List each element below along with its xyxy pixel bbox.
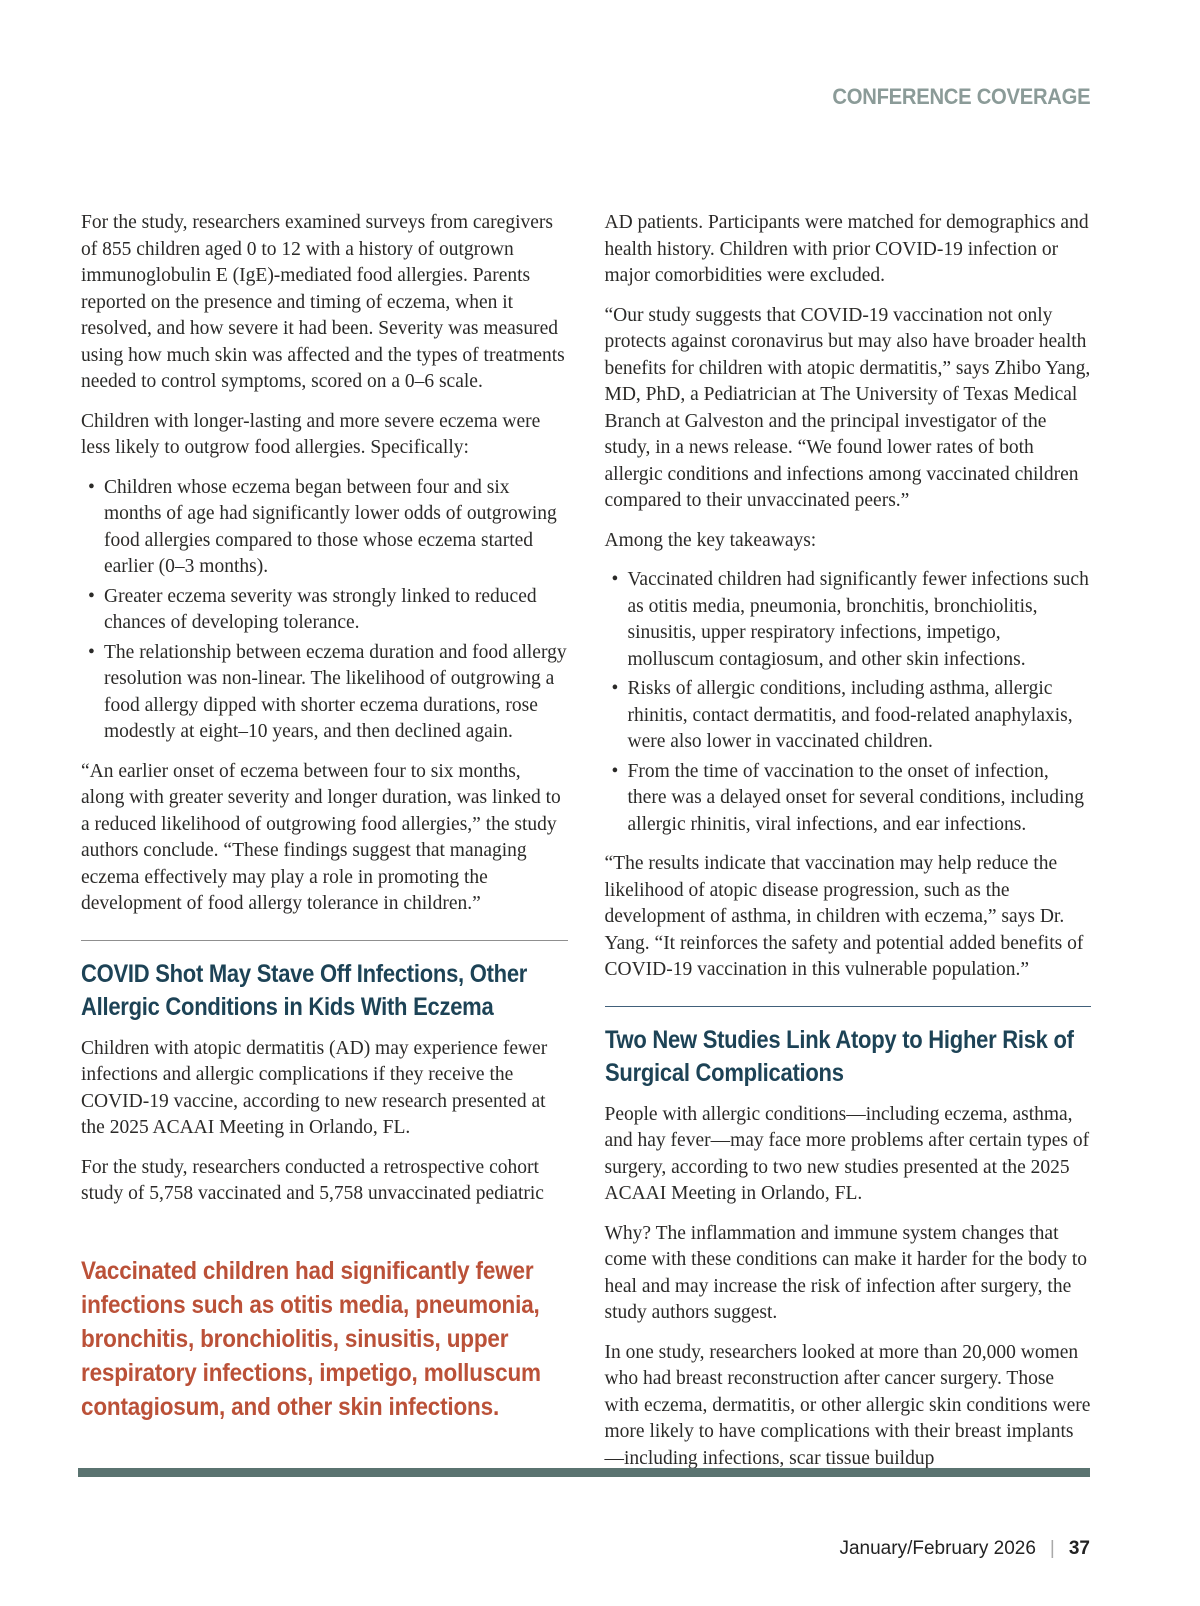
list-item: • Risks of allergic conditions, including asthma, allergic rhinitis, contact dermatitis, and food-related anaphylaxis, were also lower in vaccinated children. [605,676,1092,756]
footer-separator: | [1049,1538,1055,1559]
footer-rule [78,1468,1090,1477]
bullet-list [81,475,568,746]
section-divider [605,1006,1092,1007]
list-item: • Children whose eczema began between four and six months of age had significantly lower odds of outgrowing food allergies compared to those whose eczema started earlier (0–3 months). [81,475,568,581]
body-paragraph: Children with atopic dermatitis (AD) may experience fewer infections and allergic complications if they receive the COVID-19 vaccine, according to new research presented at the 2025 ACAAI Meeting in Orlando, FL. [81,1037,548,1138]
body-paragraph: Why? The inflammation and immune system changes that come with these conditions can make it harder for the body to heal and may increase the risk of infection after surgery, the study authors suggest. [604,1222,1087,1323]
body-paragraph: For the study, researchers examined surveys from caregivers of 855 children aged 0 to 12 with a history of outgrown immunoglobulin E (IgE)-mediated food allergies. Parents reported on the presence and timing of eczema, when it resolved, and how severe it had been. Severity was measured using how much skin was affected and the types of treatments needed to control symptoms, scored on a 0–6 scale. [81,212,565,392]
body-paragraph: AD patients. Participants were matched for demographics and health history. Children with prior COVID-19 infection or major comorbidities were excluded. [604,212,1089,286]
list-item: • Greater eczema severity was strongly linked to reduced chances of developing tolerance. [81,584,568,637]
section-divider [81,940,568,941]
page-footer [839,1538,1090,1560]
page-kicker: CONFERENCE COVERAGE [832,84,1090,109]
section-heading: COVID Shot May Stave Off Infections, Other Allergic Conditions in Kids With Eczema [81,959,528,1021]
pull-quote: Vaccinated children had significantly fewer infections such as otitis media, pneumonia, bronchitis, bronchiolitis, sinusitis, upper respiratory infections, impetigo, molluscum contagiosum, and other skin infections. [81,1256,541,1421]
left-column [81,210,568,1485]
body-paragraph: “Our study suggests that COVID-19 vaccination not only protects against coronavirus but may also have broader health benefits for children with atopic dermatitis,” says Zhibo Yang, MD, PhD, a Pediatrician at The University of Texas Medical Branch at Galveston and the principal investigator of the study, in a news release. “We found lower rates of both allergic conditions and infections among vaccinated children compared to their unvaccinated peers.” [604,304,1091,511]
list-item: • The relationship between eczema duration and food allergy resolution was non-linear. The likelihood of outgrowing a food allergy dipped with shorter eczema durations, rose modestly at eight–10 years, and then declined again. [81,640,568,746]
right-column [605,210,1092,1485]
bullet-list [605,567,1092,838]
page-number: 37 [1068,1538,1090,1559]
list-item: • From the time of vaccination to the onset of infection, there was a delayed onset for several conditions, including allergic rhinitis, viral infections, and ear infections. [605,759,1092,839]
body-paragraph: Among the key takeaways: [604,529,817,551]
body-paragraph: In one study, researchers looked at more than 20,000 women who had breast reconstruction after cancer surgery. Those with eczema, dermatitis, or other allergic skin conditions were more likely to have complications with their breast implants—including infections, scar tissue buildup [604,1341,1091,1469]
body-paragraph: Children with longer-lasting and more severe eczema were less likely to outgrow food allergies. Specifically: [81,410,541,458]
body-paragraph: “The results indicate that vaccination may help reduce the likelihood of atopic disease progression, such as the development of asthma, in children with eczema,” says Dr. Yang. “It reinforces the safety and potential added benefits of COVID-19 vaccination in this vulnerable population.” [604,853,1084,980]
issue-date: January/February 2026 [839,1538,1036,1559]
list-item: • Vaccinated children had significantly fewer infections such as otitis media, pneumonia, bronchitis, bronchiolitis, sinusitis, upper respiratory infections, impetigo, molluscum contagiosum, and other skin infections. [605,567,1092,673]
body-paragraph: “An earlier onset of eczema between four to six months, along with greater severity and longer duration, was linked to a reduced likelihood of outgrowing food allergies,” the study authors conclude. “These findings suggest that managing eczema effectively may play a role in promoting the development of food allergy tolerance in children.” [81,760,561,914]
body-paragraph: People with allergic conditions—including eczema, asthma, and hay fever—may face more problems after certain types of surgery, according to two new studies presented at the 2025 ACAAI Meeting in Orlando, FL. [604,1103,1090,1204]
two-column-body [81,210,1091,1485]
body-paragraph: For the study, researchers conducted a retrospective cohort study of 5,758 vaccinated and 5,758 unvaccinated pediatric [81,1156,544,1204]
section-heading: Two New Studies Link Atopy to Higher Risk of Surgical Complications [604,1025,1074,1087]
